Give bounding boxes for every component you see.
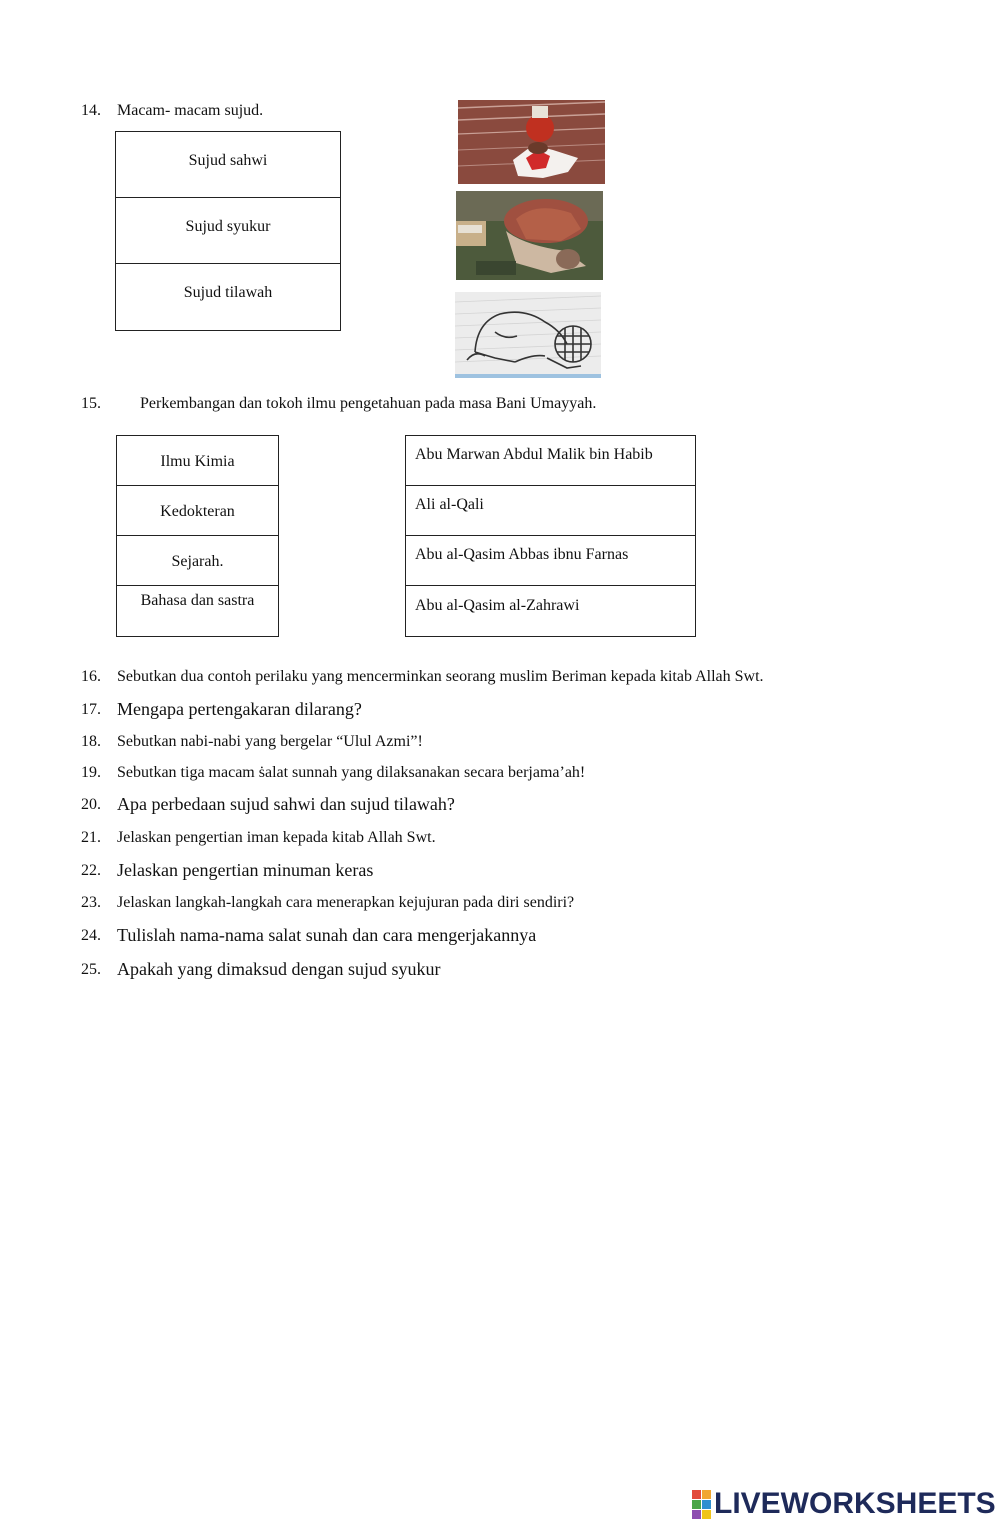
sujud-types-table (115, 131, 341, 331)
science-field-item[interactable]: Kedokteran (117, 486, 278, 536)
question-20-number: 20. (81, 796, 101, 813)
scientist-item[interactable]: Abu al-Qasim Abbas ibnu Farnas (406, 536, 695, 586)
sujud-type-item[interactable]: Sujud syukur (116, 198, 340, 264)
question-16-number: 16. (81, 668, 101, 685)
sujud-sketch-illustration[interactable] (455, 292, 601, 378)
question-15-number: 15. (81, 395, 101, 412)
athlete-sujud-photo[interactable] (458, 100, 605, 184)
liveworksheets-logo-text: LIVEWORKSHEETS (714, 1487, 996, 1520)
question-16-text: Sebutkan dua contoh perilaku yang mencerminkan seorang muslim Beriman kepada kitab Allah Swt. (117, 668, 764, 685)
sujud-type-item[interactable]: Sujud tilawah (183, 284, 273, 301)
science-fields-table (116, 435, 279, 637)
scientists-table (405, 435, 696, 637)
question-20-text: Apa perbedaan sujud sahwi dan sujud tilawah? (117, 794, 455, 814)
science-field-item[interactable]: Ilmu Kimia (117, 436, 278, 486)
question-21-number: 21. (81, 829, 101, 846)
question-24-text: Tulislah nama-nama salat sunah dan cara mengerjakannya (117, 925, 537, 945)
question-22-number: 22. (81, 862, 101, 879)
question-14-number: 14. (81, 102, 101, 119)
question-15-text: Perkembangan dan tokoh ilmu pengetahuan pada masa Bani Umayyah. (140, 395, 597, 412)
question-22-text: Jelaskan pengertian minuman keras (117, 860, 374, 880)
question-18-text: Sebutkan nabi-nabi yang bergelar “Ulul Azmi”! (117, 733, 423, 750)
science-field-item[interactable]: Bahasa dan sastra (140, 592, 255, 609)
scientist-item[interactable]: Ali al-Qali (406, 486, 695, 536)
question-17-number: 17. (81, 701, 101, 718)
question-18-number: 18. (81, 733, 101, 750)
science-field-item[interactable]: Sejarah. (117, 536, 278, 586)
sujud-type-item[interactable]: Sujud sahwi (116, 132, 340, 198)
liveworksheets-logo-icon (692, 1490, 711, 1519)
question-21-text: Jelaskan pengertian iman kepada kitab Allah Swt. (117, 829, 436, 846)
question-23-text: Jelaskan langkah-langkah cara menerapkan kejujuran pada diri sendiri? (117, 894, 575, 911)
liveworksheets-logo[interactable] (692, 1487, 996, 1521)
question-23-number: 23. (81, 894, 101, 911)
scientist-item[interactable]: Abu Marwan Abdul Malik bin Habib (406, 436, 695, 486)
question-25-text: Apakah yang dimaksud dengan sujud syukur (117, 959, 441, 979)
question-17-text: Mengapa pertengakaran dilarang? (117, 699, 362, 719)
question-24-number: 24. (81, 927, 101, 944)
question-14-text: Macam- macam sujud. (117, 102, 264, 119)
scientist-item[interactable]: Abu al-Qasim al-Zahrawi (415, 597, 580, 614)
question-25-number: 25. (81, 961, 101, 978)
question-19-number: 19. (81, 764, 101, 781)
man-sujud-photo[interactable] (456, 191, 603, 280)
question-19-text: Sebutkan tiga macam ṡalat sunnah yang dilaksanakan secara berjama’ah! (117, 764, 586, 781)
